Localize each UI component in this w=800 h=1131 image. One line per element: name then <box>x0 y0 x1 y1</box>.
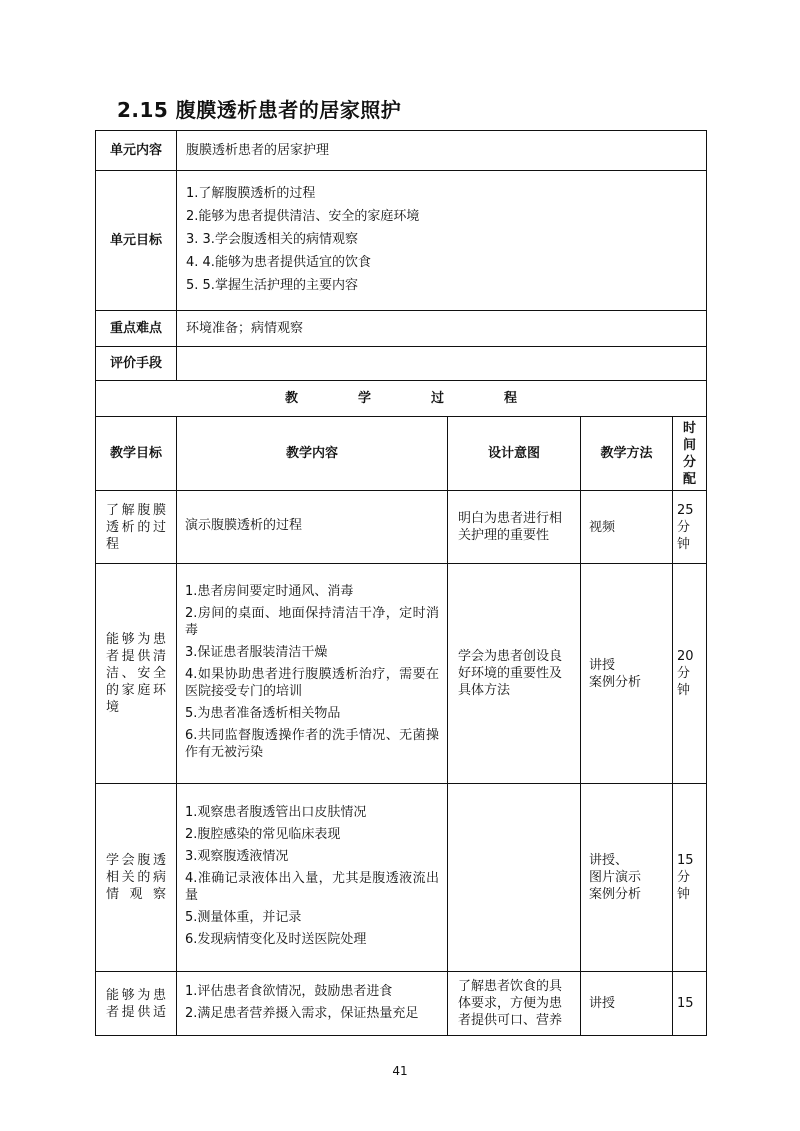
method-item: 案例分析 <box>589 887 642 902</box>
header-method: 教学方法 <box>581 417 673 491</box>
row-content <box>177 784 448 972</box>
content-item: 演示腹膜透析的过程 <box>185 518 303 533</box>
evaluation-label: 评价手段 <box>96 347 177 381</box>
content-item: 5.为患者准备透析相关物品 <box>185 706 341 721</box>
row-goal: 了解腹膜透析的过程 <box>96 491 177 564</box>
unit-content-value: 腹膜透析患者的居家护理 <box>177 131 707 171</box>
process-heading-row <box>96 381 707 417</box>
unit-content-row <box>96 131 707 171</box>
section-title: 2.15 腹膜透析患者的居家照护 <box>117 98 402 122</box>
content-item: 1.患者房间要定时通风、消毒 <box>185 584 354 599</box>
evaluation-row <box>96 347 707 381</box>
row-goal: 学会腹透相关的病情观察 <box>96 784 177 972</box>
unit-goals-row <box>96 171 707 311</box>
method-item: 视频 <box>589 519 616 535</box>
unit-goal-item: 2.能够为患者提供清洁、安全的家庭环境 <box>186 208 420 224</box>
content-item: 6.发现病情变化及时送医院处理 <box>185 932 367 947</box>
process-heading-char: 教 <box>284 391 298 406</box>
row-method <box>581 564 673 784</box>
row-time: 20分钟 <box>673 564 707 784</box>
method-item: 讲授 <box>589 996 616 1011</box>
unit-goal-item: 5. 5.掌握生活护理的主要内容 <box>186 277 358 293</box>
row-content <box>177 491 448 564</box>
method-item: 案例分析 <box>589 674 642 690</box>
method-item: 讲授、 <box>589 853 629 868</box>
row-content <box>177 564 448 784</box>
row-intent: 明白为患者进行相关护理的重要性 <box>448 491 581 564</box>
content-item: 2.满足患者营养摄入需求，保证热量充足 <box>185 1005 419 1021</box>
process-heading-char: 过 <box>431 391 445 406</box>
content-item: 2.房间的桌面、地面保持清洁干净，定时消毒 <box>185 606 439 638</box>
content-item: 4.准确记录液体出入量，尤其是腹透液流出量 <box>185 871 439 903</box>
unit-content-label: 单元内容 <box>96 131 177 171</box>
header-time: 时间分配 <box>673 417 707 491</box>
content-item: 5.测量体重，并记录 <box>185 910 302 925</box>
process-header-row <box>96 417 707 491</box>
unit-goal-item: 1.了解腹膜透析的过程 <box>186 185 316 201</box>
evaluation-value <box>177 347 707 381</box>
content-item: 3.观察腹透液情况 <box>185 849 289 864</box>
content-item: 4.如果协助患者进行腹膜透析治疗，需要在医院接受专门的培训 <box>185 667 439 699</box>
header-goal: 教学目标 <box>96 417 177 491</box>
row-goal: 能够为患者提供清洁、安全的家庭环境 <box>96 564 177 784</box>
row-time: 15分钟 <box>673 784 707 972</box>
row-content <box>177 972 448 1036</box>
row-goal: 能够为患者提供适 <box>96 972 177 1036</box>
table-row <box>96 784 707 972</box>
row-intent: 学会为患者创设良好环境的重要性及具体方法 <box>448 564 581 784</box>
content-item: 3.保证患者服装清洁干燥 <box>185 645 328 660</box>
row-intent: 了解患者饮食的具体要求，方便为患者提供可口、营养 <box>448 972 581 1036</box>
table-row <box>96 972 707 1036</box>
page-number: 41 <box>392 1064 408 1078</box>
table-row <box>96 491 707 564</box>
key-points-label: 重点难点 <box>96 311 177 347</box>
process-heading-char: 学 <box>357 391 371 406</box>
key-points-row <box>96 311 707 347</box>
method-item: 图片演示 <box>589 870 642 885</box>
unit-goals-list <box>177 171 707 311</box>
method-item: 讲授 <box>589 657 616 673</box>
header-intent: 设计意图 <box>448 417 581 491</box>
row-method <box>581 491 673 564</box>
content-item: 1.评估患者食欲情况，鼓励患者进食 <box>185 983 393 999</box>
process-heading-char: 程 <box>504 391 518 406</box>
content-item: 2.腹腔感染的常见临床表现 <box>185 827 341 842</box>
process-heading <box>96 381 707 417</box>
table-row <box>96 564 707 784</box>
row-intent <box>448 784 581 972</box>
content-item: 6.共同监督腹透操作者的洗手情况、无菌操作有无被污染 <box>185 728 439 760</box>
row-time: 15 <box>673 972 707 1036</box>
unit-goals-label: 单元目标 <box>96 171 177 311</box>
row-time: 25分钟 <box>673 491 707 564</box>
header-content: 教学内容 <box>177 417 448 491</box>
lesson-plan-table <box>95 130 707 1036</box>
key-points-value: 环境准备；病情观察 <box>177 311 707 347</box>
content-item: 1.观察患者腹透管出口皮肤情况 <box>185 805 367 820</box>
row-method <box>581 784 673 972</box>
unit-goal-item: 4. 4.能够为患者提供适宜的饮食 <box>186 254 371 270</box>
unit-goal-item: 3. 3.学会腹透相关的病情观察 <box>186 231 358 247</box>
row-method <box>581 972 673 1036</box>
